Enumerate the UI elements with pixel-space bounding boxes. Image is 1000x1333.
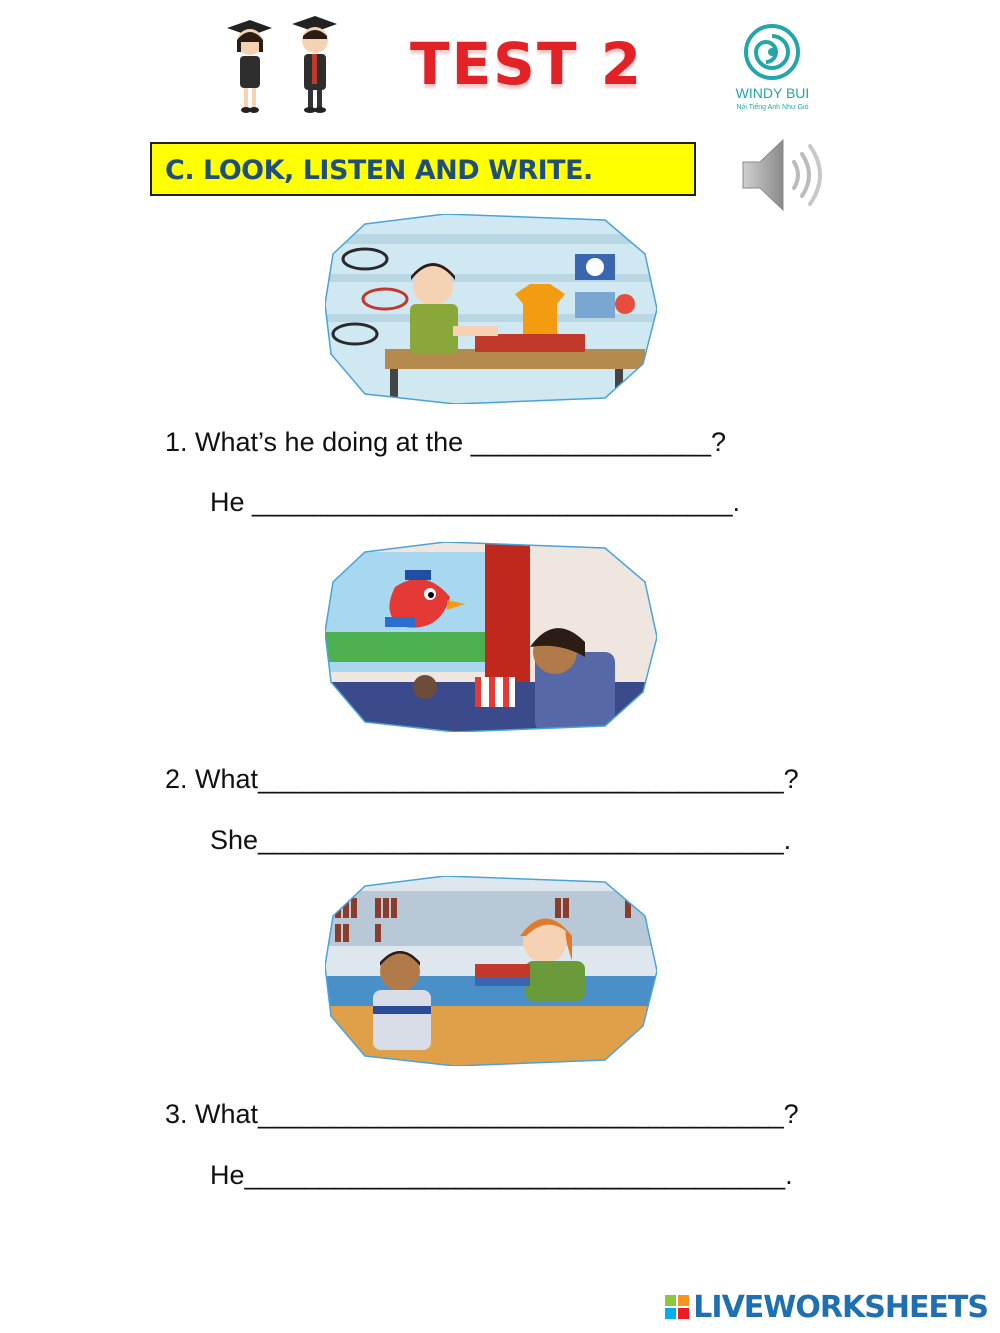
- answer-3[interactable]: He____________________________________.: [210, 1160, 793, 1190]
- speaker-icon[interactable]: [738, 132, 828, 217]
- question-3[interactable]: 3. What___________________________________?: [165, 1099, 799, 1129]
- footer-brand: LIVEWORKSHEETS: [693, 1290, 988, 1325]
- graduate-kids-illustration: [222, 10, 342, 120]
- answer-1[interactable]: He ________________________________.: [210, 487, 741, 517]
- section-heading: C. LOOK, LISTEN AND WRITE.: [165, 155, 593, 186]
- logo-name: WINDY BUI: [735, 85, 810, 101]
- question-1[interactable]: 1. What’s he doing at the ________________?: [165, 427, 726, 457]
- answer-2[interactable]: She___________________________________.: [210, 825, 792, 855]
- page-title: TEST 2: [410, 30, 644, 98]
- cinema-picture: [325, 542, 657, 732]
- liveworksheets-icon: [665, 1295, 689, 1319]
- liveworksheets-logo[interactable]: [665, 1290, 988, 1325]
- question-2[interactable]: 2. What___________________________________?: [165, 764, 799, 794]
- section-banner: [150, 142, 696, 196]
- sports-shop-picture: [325, 214, 657, 404]
- library-picture: [325, 876, 657, 1066]
- logo-tagline: Nói Tiếng Anh Như Gió: [736, 104, 809, 111]
